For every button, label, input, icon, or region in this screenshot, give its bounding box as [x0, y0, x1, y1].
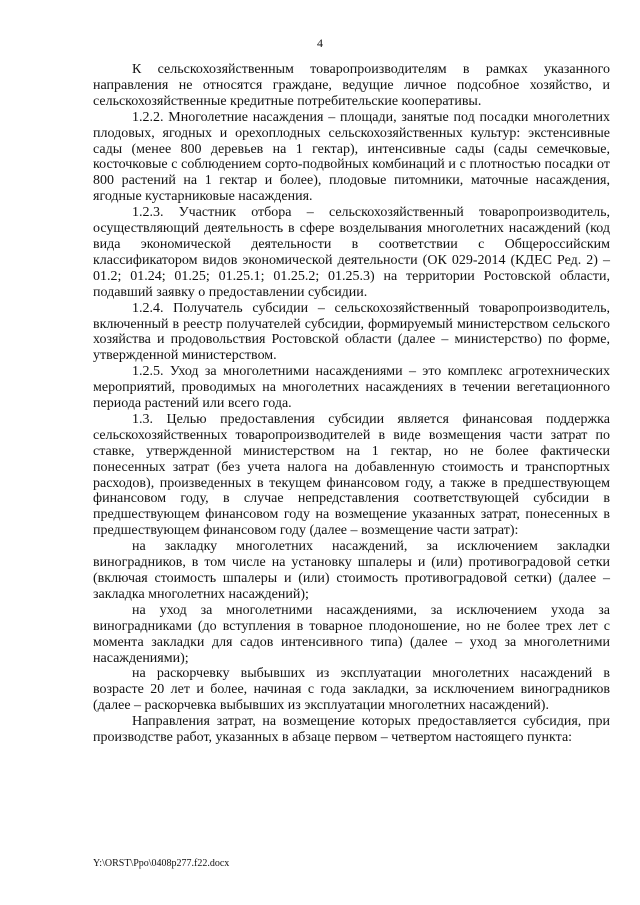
list-item-care: на уход за многолетними насаждениями, за исключением ухода за виноградниками (до вступления в товарное плодоношение, но не более трех лет с момента закладки для садов интенсивного типа) (далее – уход за многолетними насаждениями);	[93, 602, 610, 666]
paragraph-1-2-5: 1.2.5. Уход за многолетними насаждениями – это комплекс агротехнических мероприятий, проводимых на многолетних насаждениях в течении вегетационного периода растений или всего года.	[93, 364, 610, 412]
list-item-planting: на закладку многолетних насаждений, за исключением закладки виноградников, в том числе на установку шпалеры и (или) противоградовой сетки (включая стоимость шпалеры и (или) стоимость противоградовой сетки) (далее – закладка многолетних насаждений);	[93, 539, 610, 602]
paragraph-1-2-4: 1.2.4. Получатель субсидии – сельскохозяйственный товаропроизводитель, включенный в реестр получателей субсидии, формируемый министерством сельского хозяйства и продовольствия Ростовской области (далее – министерство) по форме, утвержденной министерством.	[93, 300, 610, 364]
paragraph-agricultural-producers: К сельскохозяйственным товаропроизводителям в рамках указанного направления не относятся граждане, ведущие личное подсобное хозяйство, и сельскохозяйственные кредитные потребительские кооперативы.	[93, 62, 610, 109]
page-number: 4	[317, 36, 323, 50]
paragraph-1-3: 1.3. Целью предоставления субсидии является финансовая поддержка сельскохозяйственных товаропроизводителей в виде возмещения части затрат по ставке, утвержденной министерством на 1 гектар, но не более фактически понесенных затрат (без учета налога на добавленную стоимость и транспортных расходов), произведенных в текущем финансовом году, а также в предшествующем финансовом году, в случае непредставления соответствующей субсидии в предшествующем финансовом году на возмещение указанных затрат, понесенных в предшествующем финансовом году (далее – возмещение части затрат):	[93, 411, 610, 539]
paragraph-cost-directions: Направления затрат, на возмещение которых предоставляется субсидия, при производстве работ, указанных в абзаце первом – четвертом настоящего пункта:	[93, 714, 610, 746]
paragraph-1-2-3: 1.2.3. Участник отбора – сельскохозяйственный товаропроизводитель, осуществляющий деятельность в сфере возделывания многолетних насаждений (код вида экономической деятельности в соответствии с Общероссийским классификатором видов экономической деятельности (ОК 029-2014 (КДЕС Ред. 2) – 01.2; 01.24; 01.25; 01.25.1; 01.25.2; 01.25.3) на территории Ростовской области, подавший заявку о предоставлении субсидии.	[93, 205, 610, 300]
document-body	[93, 62, 610, 746]
footer-file-path: Y:\ORST\Ppo\0408p277.f22.docx	[93, 858, 230, 869]
paragraph-1-2-2: 1.2.2. Многолетние насаждения – площади, занятые под посадки многолетних плодовых, ягодных и орехоплодных сельскохозяйственных культур: экстенсивные сады (менее 800 деревьев на 1 гектар), интенсивные сады (сады семечковые, косточковые с соблюдением сорто-подвойных комбинаций и с плотностью посадки от 800 растений на 1 гектар и более), плодовые питомники, маточные насаждения, ягодные кустарниковые насаждения.	[93, 109, 610, 205]
list-item-uprooting: на раскорчевку выбывших из эксплуатации многолетних насаждений в возрасте 20 лет и более, начиная с года закладки, за исключением виноградников (далее – раскорчевка выбывших из эксплуатации многолетних насаждений).	[93, 666, 610, 714]
